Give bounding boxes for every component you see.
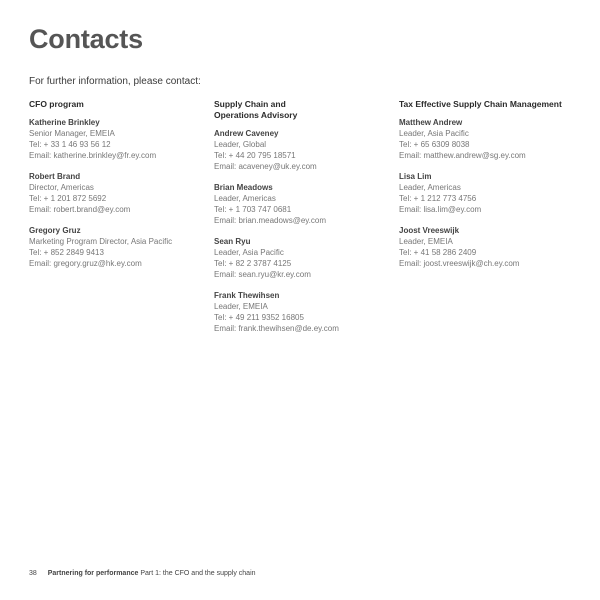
contact-card: [214, 236, 399, 280]
contact-email-link[interactable]: Email: katherine.brinkley@fr.ey.com: [29, 151, 157, 160]
contact-role: Leader, EMEIA: [214, 302, 268, 311]
column-heading: Supply Chain and Operations Advisory: [214, 99, 298, 120]
contact-name: Lisa Lim: [399, 172, 432, 181]
contact-tel: Tel: + 44 20 795 18571: [214, 151, 296, 160]
contact-name: Robert Brand: [29, 172, 81, 181]
contacts-column-supply-chain: [214, 99, 399, 344]
contact-tel: Tel: + 33 1 46 93 56 12: [29, 140, 111, 149]
contact-tel: Tel: + 1 201 872 5692: [29, 194, 107, 203]
page-title: Contacts: [29, 24, 143, 54]
intro-text: For further information, please contact:: [29, 76, 201, 87]
contact-name: Andrew Caveney: [214, 129, 279, 138]
contact-role: Senior Manager, EMEIA: [29, 129, 115, 138]
contacts-column-cfo-program: [29, 99, 214, 279]
contacts-column-tax-supply-chain: [399, 99, 584, 279]
contact-card: [214, 182, 399, 226]
column-heading: Tax Effective Supply Chain Management: [399, 99, 562, 109]
contact-email-link[interactable]: Email: gregory.gruz@hk.ey.com: [29, 259, 142, 268]
contact-tel: Tel: + 852 2849 9413: [29, 248, 104, 257]
contact-tel: Tel: + 65 6309 8038: [399, 140, 470, 149]
contact-role: Director, Americas: [29, 183, 94, 192]
contact-email-link[interactable]: Email: brian.meadows@ey.com: [214, 216, 327, 225]
contact-email-link[interactable]: Email: sean.ryu@kr.ey.com: [214, 270, 311, 279]
contact-tel: Tel: + 49 211 9352 16805: [214, 313, 304, 322]
contact-card: [214, 290, 399, 334]
page-footer: [29, 570, 256, 577]
contact-tel: Tel: + 41 58 286 2409: [399, 248, 477, 257]
contact-tel: Tel: + 1 212 773 4756: [399, 194, 477, 203]
publication-title: Partnering for performance: [47, 570, 139, 577]
contact-role: Marketing Program Director, Asia Pacific: [29, 237, 173, 246]
publication-subtitle: Part 1: the CFO and the supply chain: [140, 570, 256, 577]
contact-name: Gregory Gruz: [29, 226, 81, 235]
contact-role: Leader, Asia Pacific: [214, 248, 284, 257]
contact-tel: Tel: + 82 2 3787 4125: [214, 259, 292, 268]
contact-role: Leader, EMEIA: [399, 237, 453, 246]
contact-email-link[interactable]: Email: joost.vreeswijk@ch.ey.com: [399, 259, 520, 268]
page-number: 38: [29, 570, 37, 577]
contact-role: Leader, Asia Pacific: [399, 129, 469, 138]
contact-email-link[interactable]: Email: frank.thewihsen@de.ey.com: [214, 324, 339, 333]
contact-name: Frank Thewihsen: [214, 291, 280, 300]
contact-role: Leader, Americas: [399, 183, 461, 192]
contact-name: Matthew Andrew: [399, 118, 463, 127]
contact-role: Leader, Americas: [214, 194, 276, 203]
contact-card: [29, 225, 214, 269]
contact-card: [399, 225, 584, 269]
contact-card: [214, 128, 399, 172]
contact-card: [29, 171, 214, 215]
contact-card: [399, 117, 584, 161]
contact-name: Brian Meadows: [214, 183, 273, 192]
contact-email-link[interactable]: Email: robert.brand@ey.com: [29, 205, 131, 214]
contact-card: [29, 117, 214, 161]
contact-role: Leader, Global: [214, 140, 267, 149]
contact-email-link[interactable]: Email: matthew.andrew@sg.ey.com: [399, 151, 526, 160]
contact-name: Joost Vreeswijk: [399, 226, 460, 235]
contact-name: Sean Ryu: [214, 237, 251, 246]
contact-tel: Tel: + 1 703 747 0681: [214, 205, 292, 214]
contact-name: Katherine Brinkley: [29, 118, 100, 127]
contact-email-link[interactable]: Email: acaveney@uk.ey.com: [214, 162, 317, 171]
contact-email-link[interactable]: Email: lisa.lim@ey.com: [399, 205, 482, 214]
column-heading: CFO program: [29, 99, 84, 109]
contact-card: [399, 171, 584, 215]
